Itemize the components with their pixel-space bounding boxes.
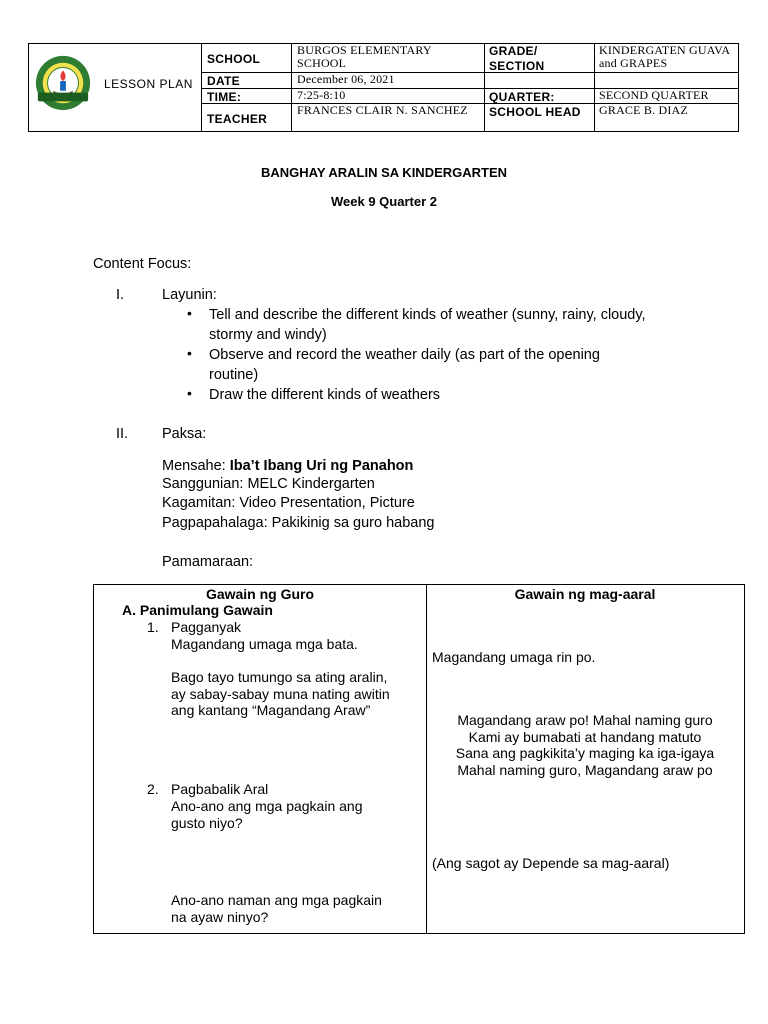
bullet-icon: • [187,385,192,401]
item2-line2: gusto niyo? [171,815,243,831]
bullet-icon: • [187,305,192,321]
response-1: Magandang umaga rin po. [432,649,596,665]
grade-value: KINDERGATEN GUAVA and GRAPES [599,43,730,70]
section1-heading: Layunin: [162,287,217,303]
objective-3: Draw the different kinds of weathers [209,387,441,403]
bullet-icon: • [187,345,192,361]
grade-label: GRADE/ SECTION [489,44,545,73]
song-line: Sana ang pagkikita’y maging ka iga-igaya [455,745,715,761]
page-title: BANGHAY ARALIN SA KINDERGARTEN [260,165,508,180]
pagpapahalaga: Pagpapahalaga: Pakikinig sa guro habang [162,515,435,531]
song-line: Kami ay bumabati at handang matuto [468,729,702,745]
date-label: DATE [207,74,240,88]
item2-line1: Ano-ano ang mga pagkain ang [171,798,363,814]
school-label: SCHOOL [207,52,261,66]
header-table [28,43,739,132]
section-a: A. Panimulang Gawain [122,602,273,618]
item1-title: Pagganyak [171,619,242,635]
section2-numeral: II. [116,426,129,442]
lesson-plan-label: LESSON PLAN [104,77,193,91]
section2-heading: Paksa: [162,426,207,442]
col1-header: Gawain ng Guro [205,586,315,602]
item2-line3: Ano-ano naman ang mga pagkain [171,892,382,908]
teacher-value: FRANCES CLAIR N. SANCHEZ [297,103,468,117]
item2-title: Pagbabalik Aral [171,781,269,797]
col2-header: Gawain ng mag-aaral [514,586,656,602]
quarter-value: SECOND QUARTER [599,88,709,102]
school-head-label: SCHOOL HEAD [489,105,581,119]
response-2: (Ang sagot ay Depende sa mag-aaral) [432,855,670,871]
mensahe-label: Mensahe: [162,458,230,474]
teacher-label: TEACHER [207,112,268,126]
item1-line2: Bago tayo tumungo sa ating aralin, [171,669,388,685]
mensahe-value: Iba’t Ibang Uri ng Panahon [229,458,414,474]
objective-1: Tell and describe the different kinds of weather (sunny, rainy, cloudy, stormy and windy) [209,307,646,343]
item1-line3: ay sabay-sabay muna nating awitin [171,686,390,702]
time-label: TIME: [207,90,242,104]
quarter-label: QUARTER: [489,90,555,104]
item1-line4: ang kantang “Magandang Araw” [171,702,371,718]
item2-line4: na ayaw ninyo? [171,909,269,925]
school-logo [34,54,92,112]
mensahe-line [162,456,413,476]
divider [201,72,738,73]
activity-table [93,584,745,934]
school-head-value: GRACE B. DIAZ [599,103,688,117]
page-subtitle: Week 9 Quarter 2 [331,194,437,209]
date-value: December 06, 2021 [297,72,395,86]
time-value: 7:25-8:10 [297,88,346,102]
song-line: Magandang araw po! Mahal naming guro [457,712,713,728]
content-focus-label: Content Focus: [93,256,192,272]
school-value: BURGOS ELEMENTARY SCHOOL [297,43,432,70]
item1-line1: Magandang umaga mga bata. [171,636,358,652]
section1-numeral: I. [116,287,125,303]
item1-num: 1. [147,619,159,635]
objective-2: Observe and record the weather daily (as part of the opening routine) [209,347,600,383]
kagamitan: Kagamitan: Video Presentation, Picture [162,495,415,511]
pamamaraan: Pamamaraan: [162,554,254,570]
item2-num: 2. [147,781,159,797]
song-line: Mahal naming guro, Magandang araw po [457,762,713,778]
sanggunian: Sanggunian: MELC Kindergarten [162,476,375,492]
